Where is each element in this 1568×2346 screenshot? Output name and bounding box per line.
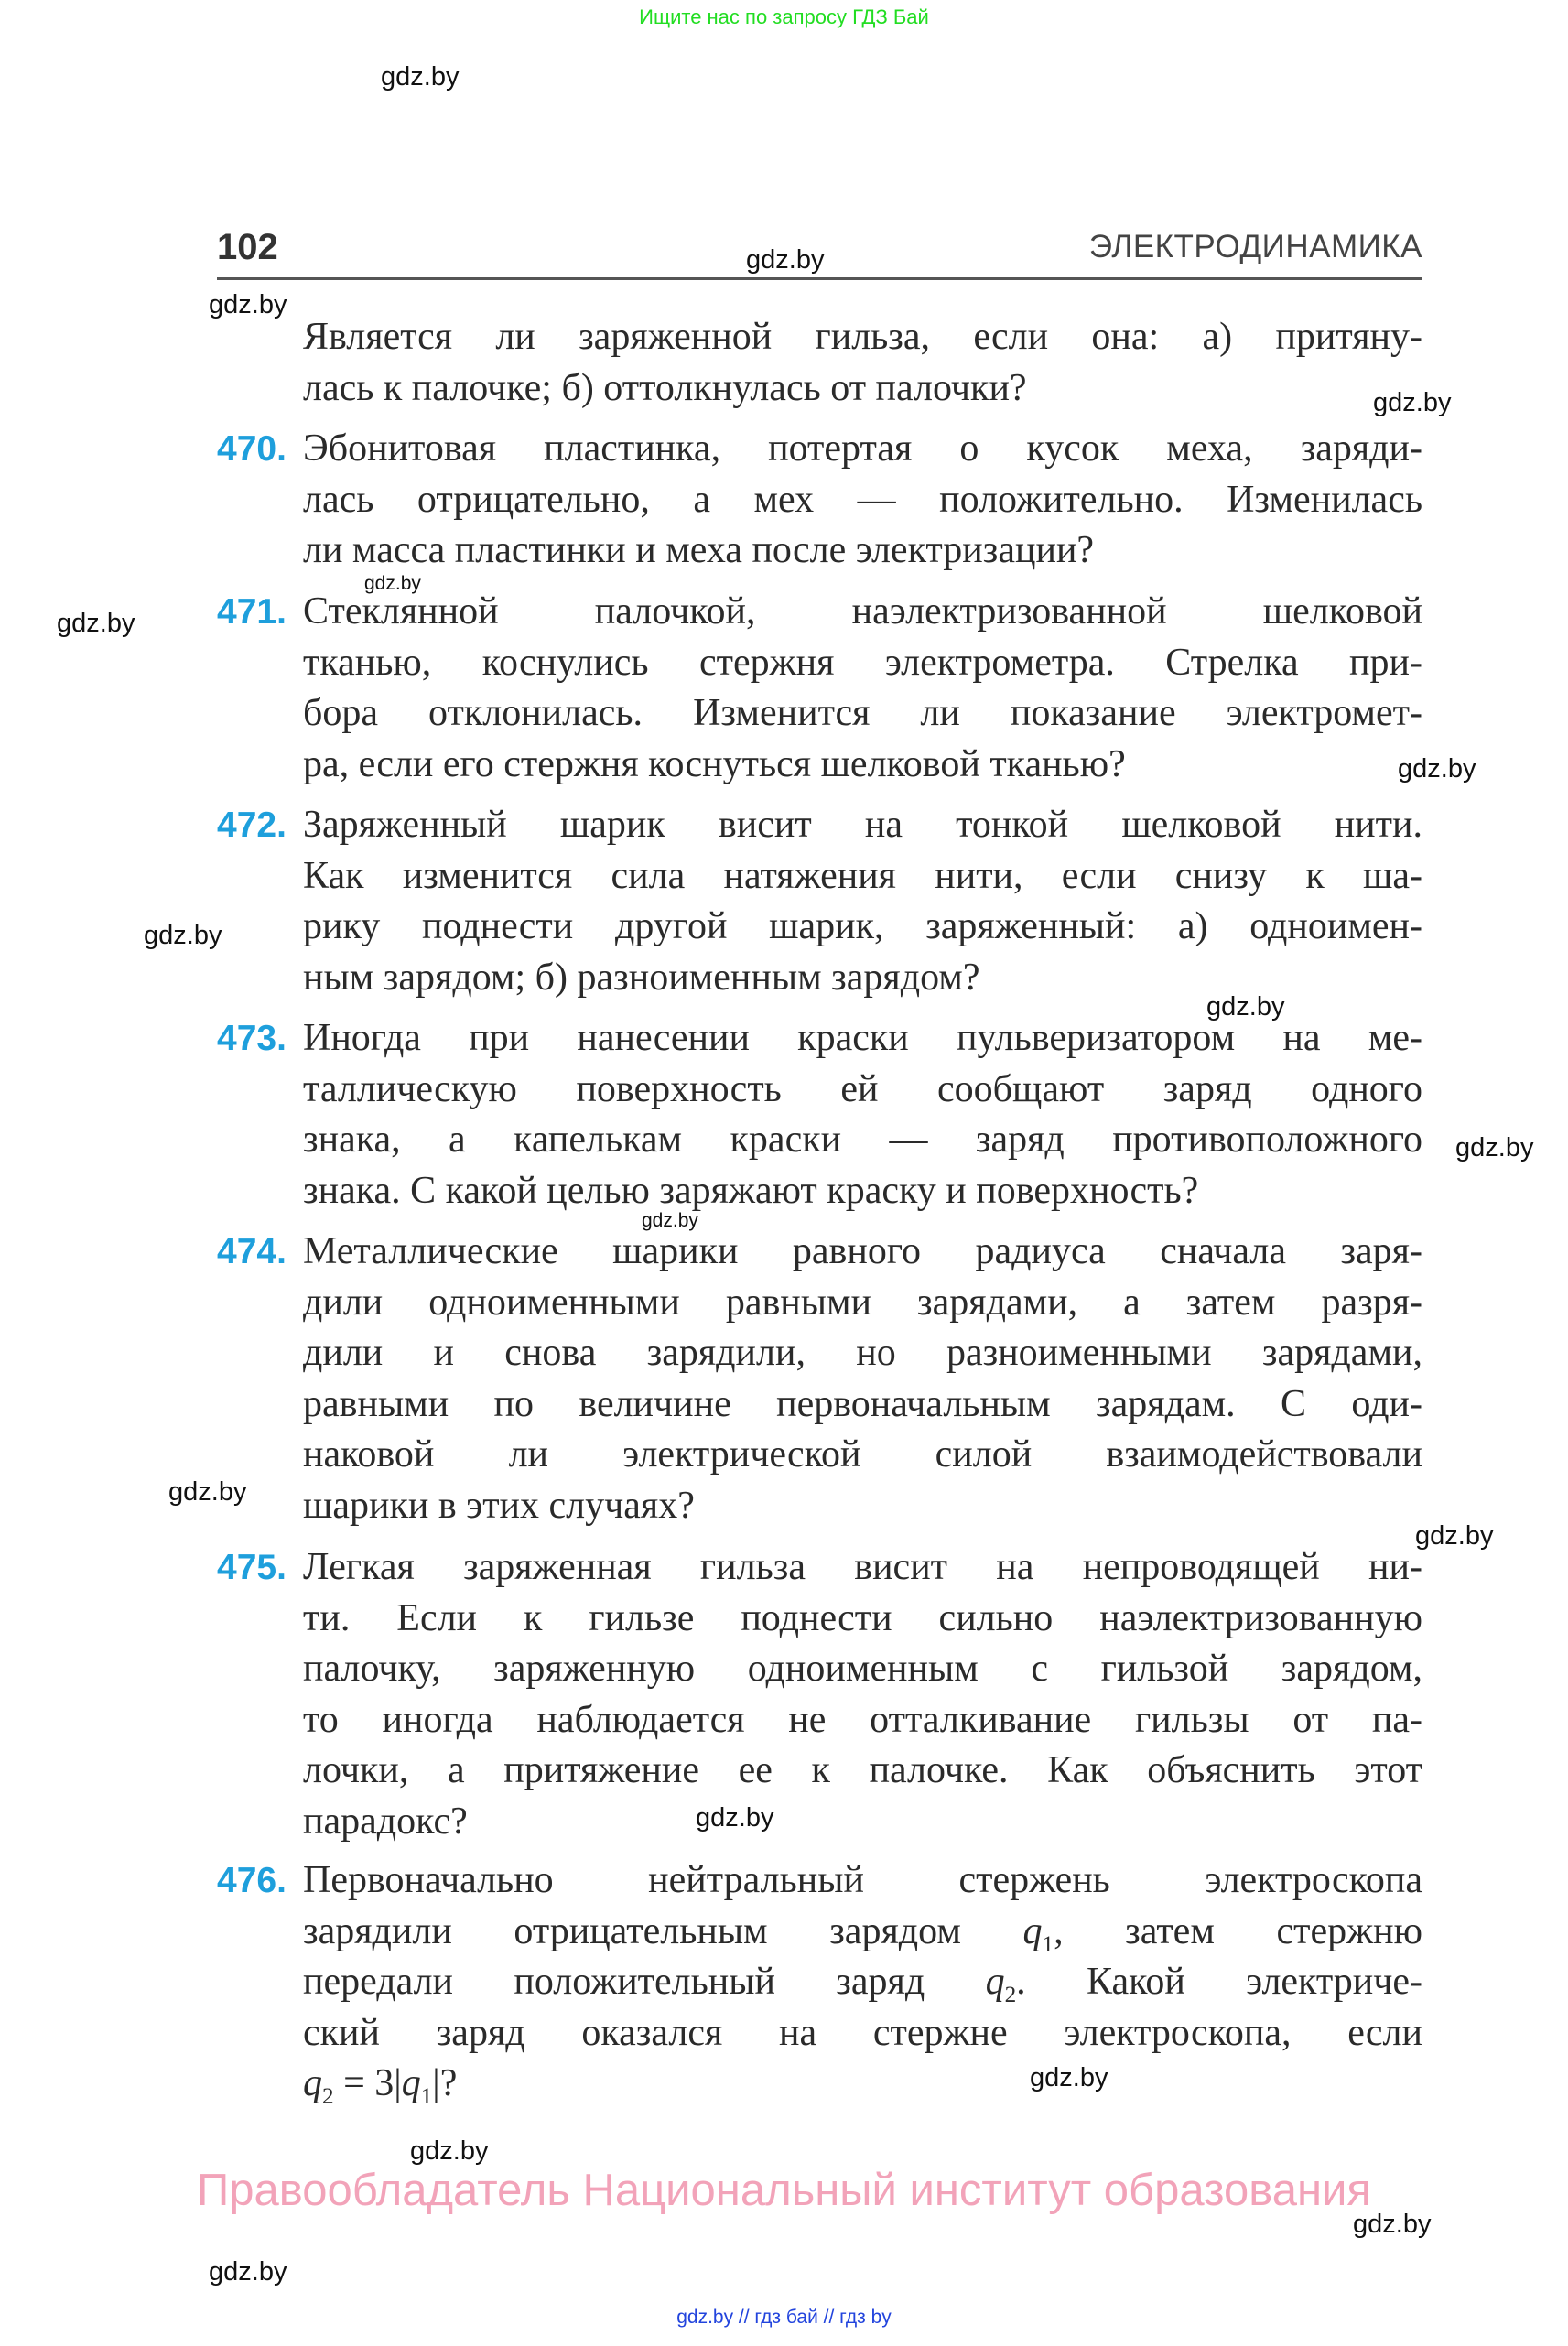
watermark-text: gdz.by [364, 573, 421, 594]
text-line: Первоначально нейтральный стержень электроскопа [303, 1859, 1422, 1901]
text-line: таллическую поверхность ей сообщают заряд одного [303, 1067, 1422, 1110]
text-line: Как изменится сила натяжения нити, если снизу к ша- [303, 854, 1422, 897]
math-variable: $q_1$ [1022, 1909, 1054, 1957]
problem-474 [217, 1227, 1422, 1531]
problem-number: 475. [217, 1548, 287, 1587]
watermark-text: gdz.by [1455, 1133, 1534, 1162]
problem-number: 472. [217, 805, 287, 845]
watermark-text: gdz.by [381, 62, 460, 92]
copyright-notice: Правообладатель Национальный институт образования [197, 2166, 1371, 2215]
watermark-text: gdz.by [1415, 1521, 1494, 1551]
watermark-text: gdz.by [209, 2257, 287, 2287]
math-variable: $q_2$ [303, 2062, 334, 2109]
text-line: ным зарядом; б) разноименным зарядом? [303, 956, 980, 999]
watermark-text: gdz.by [1030, 2063, 1108, 2092]
problem-number: 476. [217, 1861, 287, 1900]
text-line: $q_2 = 3|q_1|$? [303, 2062, 458, 2109]
math-variable: $q_2$ [985, 1961, 1017, 2007]
math-variable: $q_1$ [401, 2062, 433, 2109]
text-line: наковой ли электрической силой взаимодействовали [303, 1433, 1422, 1476]
watermark-text: gdz.by [1398, 754, 1476, 784]
text-line: Является ли заряженной гильза, если она: а) притяну- [303, 316, 1422, 358]
section-title: ЭЛЕКТРОДИНАМИКА [1088, 229, 1422, 265]
text-line: Эбонитовая пластинка, потертая о кусок меха, заряди- [303, 427, 1422, 470]
watermark-text: gdz.by [410, 2136, 489, 2166]
text-line: равными по величине первоначальным зарядам. С оди- [303, 1382, 1422, 1425]
watermark-text: gdz.by [57, 609, 135, 638]
text-line: ра, если его стержня коснуться шелковой тканью? [303, 742, 1126, 785]
text-line: ский заряд оказался на стержне электроскопа, если [303, 2011, 1422, 2054]
text-line: то иногда наблюдается не отталкивание гильзы от па- [303, 1698, 1422, 1741]
problem-number: 471. [217, 592, 287, 632]
text-line: Иногда при нанесении краски пульверизатором на ме- [303, 1017, 1422, 1059]
watermark-text: gdz.by [168, 1477, 247, 1507]
text-line: Стеклянной палочкой, наэлектризованной шелковой [303, 590, 1422, 632]
problem-470 [217, 424, 1422, 577]
problem-476 [217, 1855, 1422, 2110]
problem-number: 470. [217, 429, 287, 469]
problem-475 [217, 1542, 1422, 1847]
watermark-text: gdz.by [1206, 992, 1285, 1022]
text-line: Металлические шарики равного радиуса сначала заря- [303, 1230, 1422, 1272]
watermark-text: gdz.by [209, 290, 287, 319]
text-line: знака. С какой целью заряжают краску и поверхность? [303, 1169, 1199, 1212]
text-line: знака, а капелькам краски — заряд противоположного [303, 1119, 1422, 1161]
watermark-text: gdz.by [1353, 2210, 1432, 2239]
watermark-text: gdz.by [642, 1210, 698, 1231]
problem-number: 474. [217, 1232, 287, 1271]
problem-continued [217, 312, 1422, 414]
text-line: тканью, коснулись стержня электрометра. Стрелка при- [303, 641, 1422, 684]
problem-472 [217, 800, 1422, 1003]
page-number: 102 [217, 227, 278, 267]
text-line: ти. Если к гильзе поднести сильно наэлектризованную [303, 1596, 1422, 1639]
text-line: передали положительный заряд $q_2$. Какой электриче- [303, 1961, 1422, 2007]
text-line: лась отрицательно, а мех — положительно. Изменилась [303, 478, 1422, 521]
text-line: лочки, а притяжение ее к палочке. Как объяснить этот [303, 1749, 1422, 1791]
text-line: ли масса пластинки и меха после электризации? [303, 529, 1095, 571]
watermark-text: gdz.by [144, 921, 222, 950]
text-line: Заряженный шарик висит на тонкой шелковой нити. [303, 804, 1422, 846]
text-line: шарики в этих случаях? [303, 1484, 695, 1527]
text-line: лась к палочке; б) оттолкнулась от палочки? [303, 366, 1027, 409]
top-banner-link[interactable]: Ищите нас по запросу ГДЗ Бай [639, 5, 929, 28]
text-line: парадокс? [303, 1800, 468, 1843]
text-line: палочку, заряженную одноименным с гильзой зарядом, [303, 1648, 1422, 1690]
text-line: дили и снова зарядили, но разноименными зарядами, [303, 1332, 1422, 1374]
problem-473 [217, 1013, 1422, 1216]
problem-471 [217, 587, 1422, 790]
footer-links[interactable]: gdz.by // гдз бай // гдз by [676, 2307, 892, 2328]
watermark-text: gdz.by [746, 245, 825, 275]
text-line: бора отклонилась. Изменится ли показание электромет- [303, 692, 1422, 734]
header-rule [217, 277, 1422, 280]
text-line: зарядили отрицательным зарядом $q_1$, затем стержню [303, 1909, 1422, 1957]
problem-number: 473. [217, 1019, 287, 1058]
watermark-text: gdz.by [696, 1803, 774, 1832]
text-line: рику поднести другой шарик, заряженный: а) одноимен- [303, 905, 1422, 947]
watermark-text: gdz.by [1373, 388, 1452, 417]
text-line: Легкая заряженная гильза висит на непроводящей ни- [303, 1546, 1422, 1588]
text-line: дили одноименными равными зарядами, а затем разря- [303, 1281, 1422, 1324]
